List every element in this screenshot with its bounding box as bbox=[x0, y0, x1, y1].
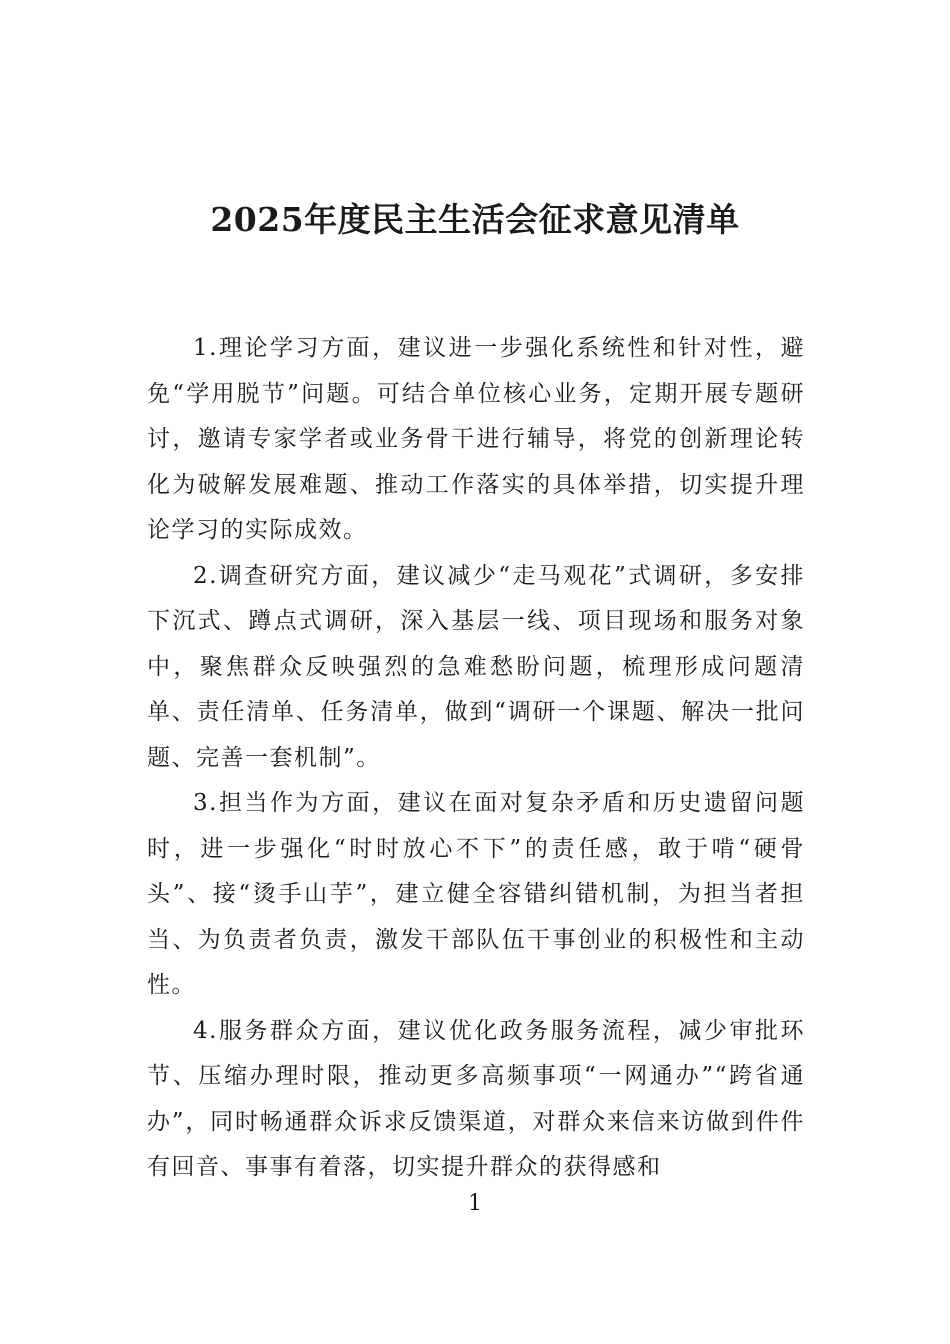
page-number: 1 bbox=[468, 1191, 482, 1216]
paragraph-responsibility: 3.担当作为方面，建议在面对复杂矛盾和历史遗留问题时，进一步强化“时时放心不下”的责任感，敢于啃“硬骨头”、接“烫手山芋”，建立健全容错纠错机制，为担当者担当、为负责者负责，激发干部队伍干事创业的积极性和主动性。 bbox=[147, 790, 805, 998]
paragraph-investigation-research: 2.调查研究方面，建议减少“走马观花”式调研，多安排下沉式、蹲点式调研，深入基层一线、项目现场和服务对象中，聚焦群众反映强烈的急难愁盼问题，梳理形成问题清单、责任清单、任务清单，做到“调研一个课题、解决一批问题、完善一套机制”。 bbox=[147, 562, 805, 771]
paragraph-serving-public: 4.服务群众方面，建议优化政务服务流程，减少审批环节、压缩办理时限，推动更多高频事项“一网通办”“跨省通办”，同时畅通群众诉求反馈渠道，对群众来信来访做到件件有回音、事事有着落，切实提升群众的获得感和 bbox=[147, 1017, 805, 1180]
document-title: 2025年度民主生活会征求意见清单 bbox=[210, 200, 740, 239]
paragraph-theory-study: 1.理论学习方面，建议进一步强化系统性和针对性，避免“学用脱节”问题。可结合单位核心业务，定期开展专题研讨，邀请专家学者或业务骨干进行辅导，将党的创新理论转化为破解发展难题、推动工作落实的具体举措，切实提升理论学习的实际成效。 bbox=[147, 335, 805, 543]
document-body bbox=[147, 326, 805, 1191]
